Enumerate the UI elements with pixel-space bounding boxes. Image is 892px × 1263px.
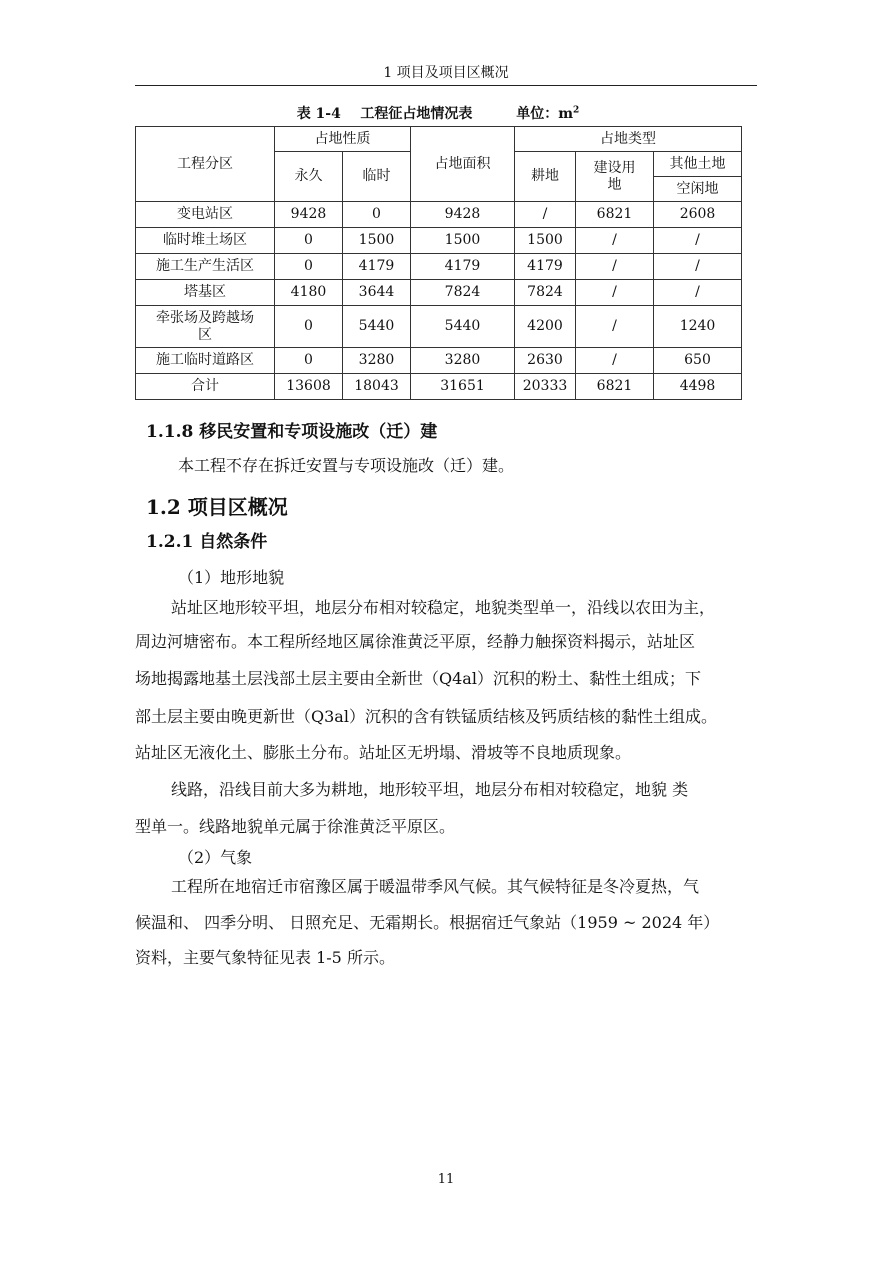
cell-temporary: 18043 [343,374,411,400]
header-zone: 工程分区 [136,127,275,202]
running-header: 1 项目及项目区概况 [383,65,509,81]
header-area: 占地面积 [411,127,515,202]
cell-construction: 6821 [576,374,654,400]
terrain-line: 部土层主要由晚更新世（Q3al）沉积的含有铁锰质结核及钙质结核的黏性土组成。 [135,707,717,726]
heading-1-2-1: 1.2.1 自然条件 [146,532,268,552]
cell-permanent: 0 [275,348,343,374]
cell-permanent: 0 [275,306,343,348]
cell-construction: / [576,348,654,374]
cell-temporary: 0 [343,202,411,228]
cell-area: 7824 [411,280,515,306]
cell-idle: / [654,254,742,280]
cell-farmland: 7824 [515,280,576,306]
terrain-line: 站址区地形较平坦，地层分布相对较稳定，地貌类型单一，沿线以农田为主， [171,598,716,617]
cell-area: 3280 [411,348,515,374]
climate-line: 候温和、 四季分明、 日照充足、无霜期长。根据宿迁气象站（1959 ~ 2024 年） [135,913,720,932]
terrain-line: 站址区无液化土、膨胀土分布。站址区无坍塌、滑坡等不良地质现象。 [135,743,632,762]
cell-area: 31651 [411,374,515,400]
cell-construction: 6821 [576,202,654,228]
cell-idle: 1240 [654,306,742,348]
cell-idle: / [654,280,742,306]
table-header-row-1 [136,127,742,152]
table-total-row [136,374,742,400]
cell-permanent: 13608 [275,374,343,400]
table-caption-unit-exponent: 2 [573,105,580,116]
cell-zone [136,306,275,348]
cell-farmland: / [515,202,576,228]
cell-zone: 变电站区 [136,202,275,228]
cell-permanent: 0 [275,254,343,280]
header-rule [135,85,757,86]
cell-zone-line2: 区 [198,326,212,343]
cell-area: 5440 [411,306,515,348]
terrain-line: 周边河塘密布。本工程所经地区属徐淮黄泛平原，经静力触探资料揭示，站址区 [135,632,696,651]
cell-zone: 塔基区 [136,280,275,306]
cell-zone: 临时堆土场区 [136,228,275,254]
cell-temporary: 5440 [343,306,411,348]
cell-idle: 650 [654,348,742,374]
climate-line: 工程所在地宿迁市宿豫区属于暖温带季风气候。其气候特征是冬冷夏热，气 [171,877,700,896]
cell-temporary: 3644 [343,280,411,306]
subheading-terrain: （1）地形地貌 [178,568,285,587]
header-nature: 占地性质 [275,127,411,152]
table-caption-text: 表 1-4 工程征占地情况表 单位：m [296,106,574,122]
cell-area: 9428 [411,202,515,228]
table-row [136,306,742,348]
paragraph-resettlement: 本工程不存在拆迁安置与专项设施改（迁）建。 [178,456,515,475]
cell-construction: / [576,280,654,306]
cell-temporary: 4179 [343,254,411,280]
heading-1-1-8: 1.1.8 移民安置和专项设施改（迁）建 [146,422,438,442]
heading-1-2: 1.2 项目区概况 [146,495,288,519]
cell-temporary: 1500 [343,228,411,254]
route-line: 线路，沿线目前大多为耕地，地形较平坦，地层分布相对较稳定，地貌 类 [171,780,689,799]
cell-temporary: 3280 [343,348,411,374]
cell-farmland: 20333 [515,374,576,400]
header-farmland: 耕地 [515,152,576,202]
cell-construction: / [576,306,654,348]
header-type: 占地类型 [515,127,742,152]
subheading-climate: （2）气象 [178,848,253,867]
cell-zone: 合计 [136,374,275,400]
header-permanent: 永久 [275,152,343,202]
cell-farmland: 2630 [515,348,576,374]
table-row [136,348,742,374]
cell-permanent: 9428 [275,202,343,228]
cell-idle: 4498 [654,374,742,400]
cell-area: 4179 [411,254,515,280]
cell-construction: / [576,254,654,280]
cell-zone-line1: 牵张场及跨越场 [156,309,254,326]
cell-zone: 施工临时道路区 [136,348,275,374]
cell-farmland: 4200 [515,306,576,348]
land-occupation-table [135,126,742,400]
header-construction-line2: 地 [607,176,622,193]
header-construction [576,152,654,202]
table-row [136,254,742,280]
table-row [136,202,742,228]
cell-zone: 施工生产生活区 [136,254,275,280]
table-caption [135,104,741,124]
climate-line: 资料，主要气象特征见表 1-5 所示。 [135,948,395,967]
header-construction-line1: 建设用 [593,159,636,176]
cell-permanent: 4180 [275,280,343,306]
header-temporary: 临时 [343,152,411,202]
cell-area: 1500 [411,228,515,254]
route-line: 型单一。线路地貌单元属于徐淮黄泛平原区。 [135,817,456,836]
cell-farmland: 1500 [515,228,576,254]
table-row [136,280,742,306]
cell-construction: / [576,228,654,254]
cell-permanent: 0 [275,228,343,254]
header-other: 其他土地 [654,152,742,177]
table-row [136,228,742,254]
terrain-line: 场地揭露地基土层浅部土层主要由全新世（Q4al）沉积的粉土、黏性土组成；下 [135,669,701,688]
cell-idle: 2608 [654,202,742,228]
cell-idle: / [654,228,742,254]
cell-farmland: 4179 [515,254,576,280]
header-idle: 空闲地 [654,177,742,202]
page-number: 11 [437,1172,455,1187]
